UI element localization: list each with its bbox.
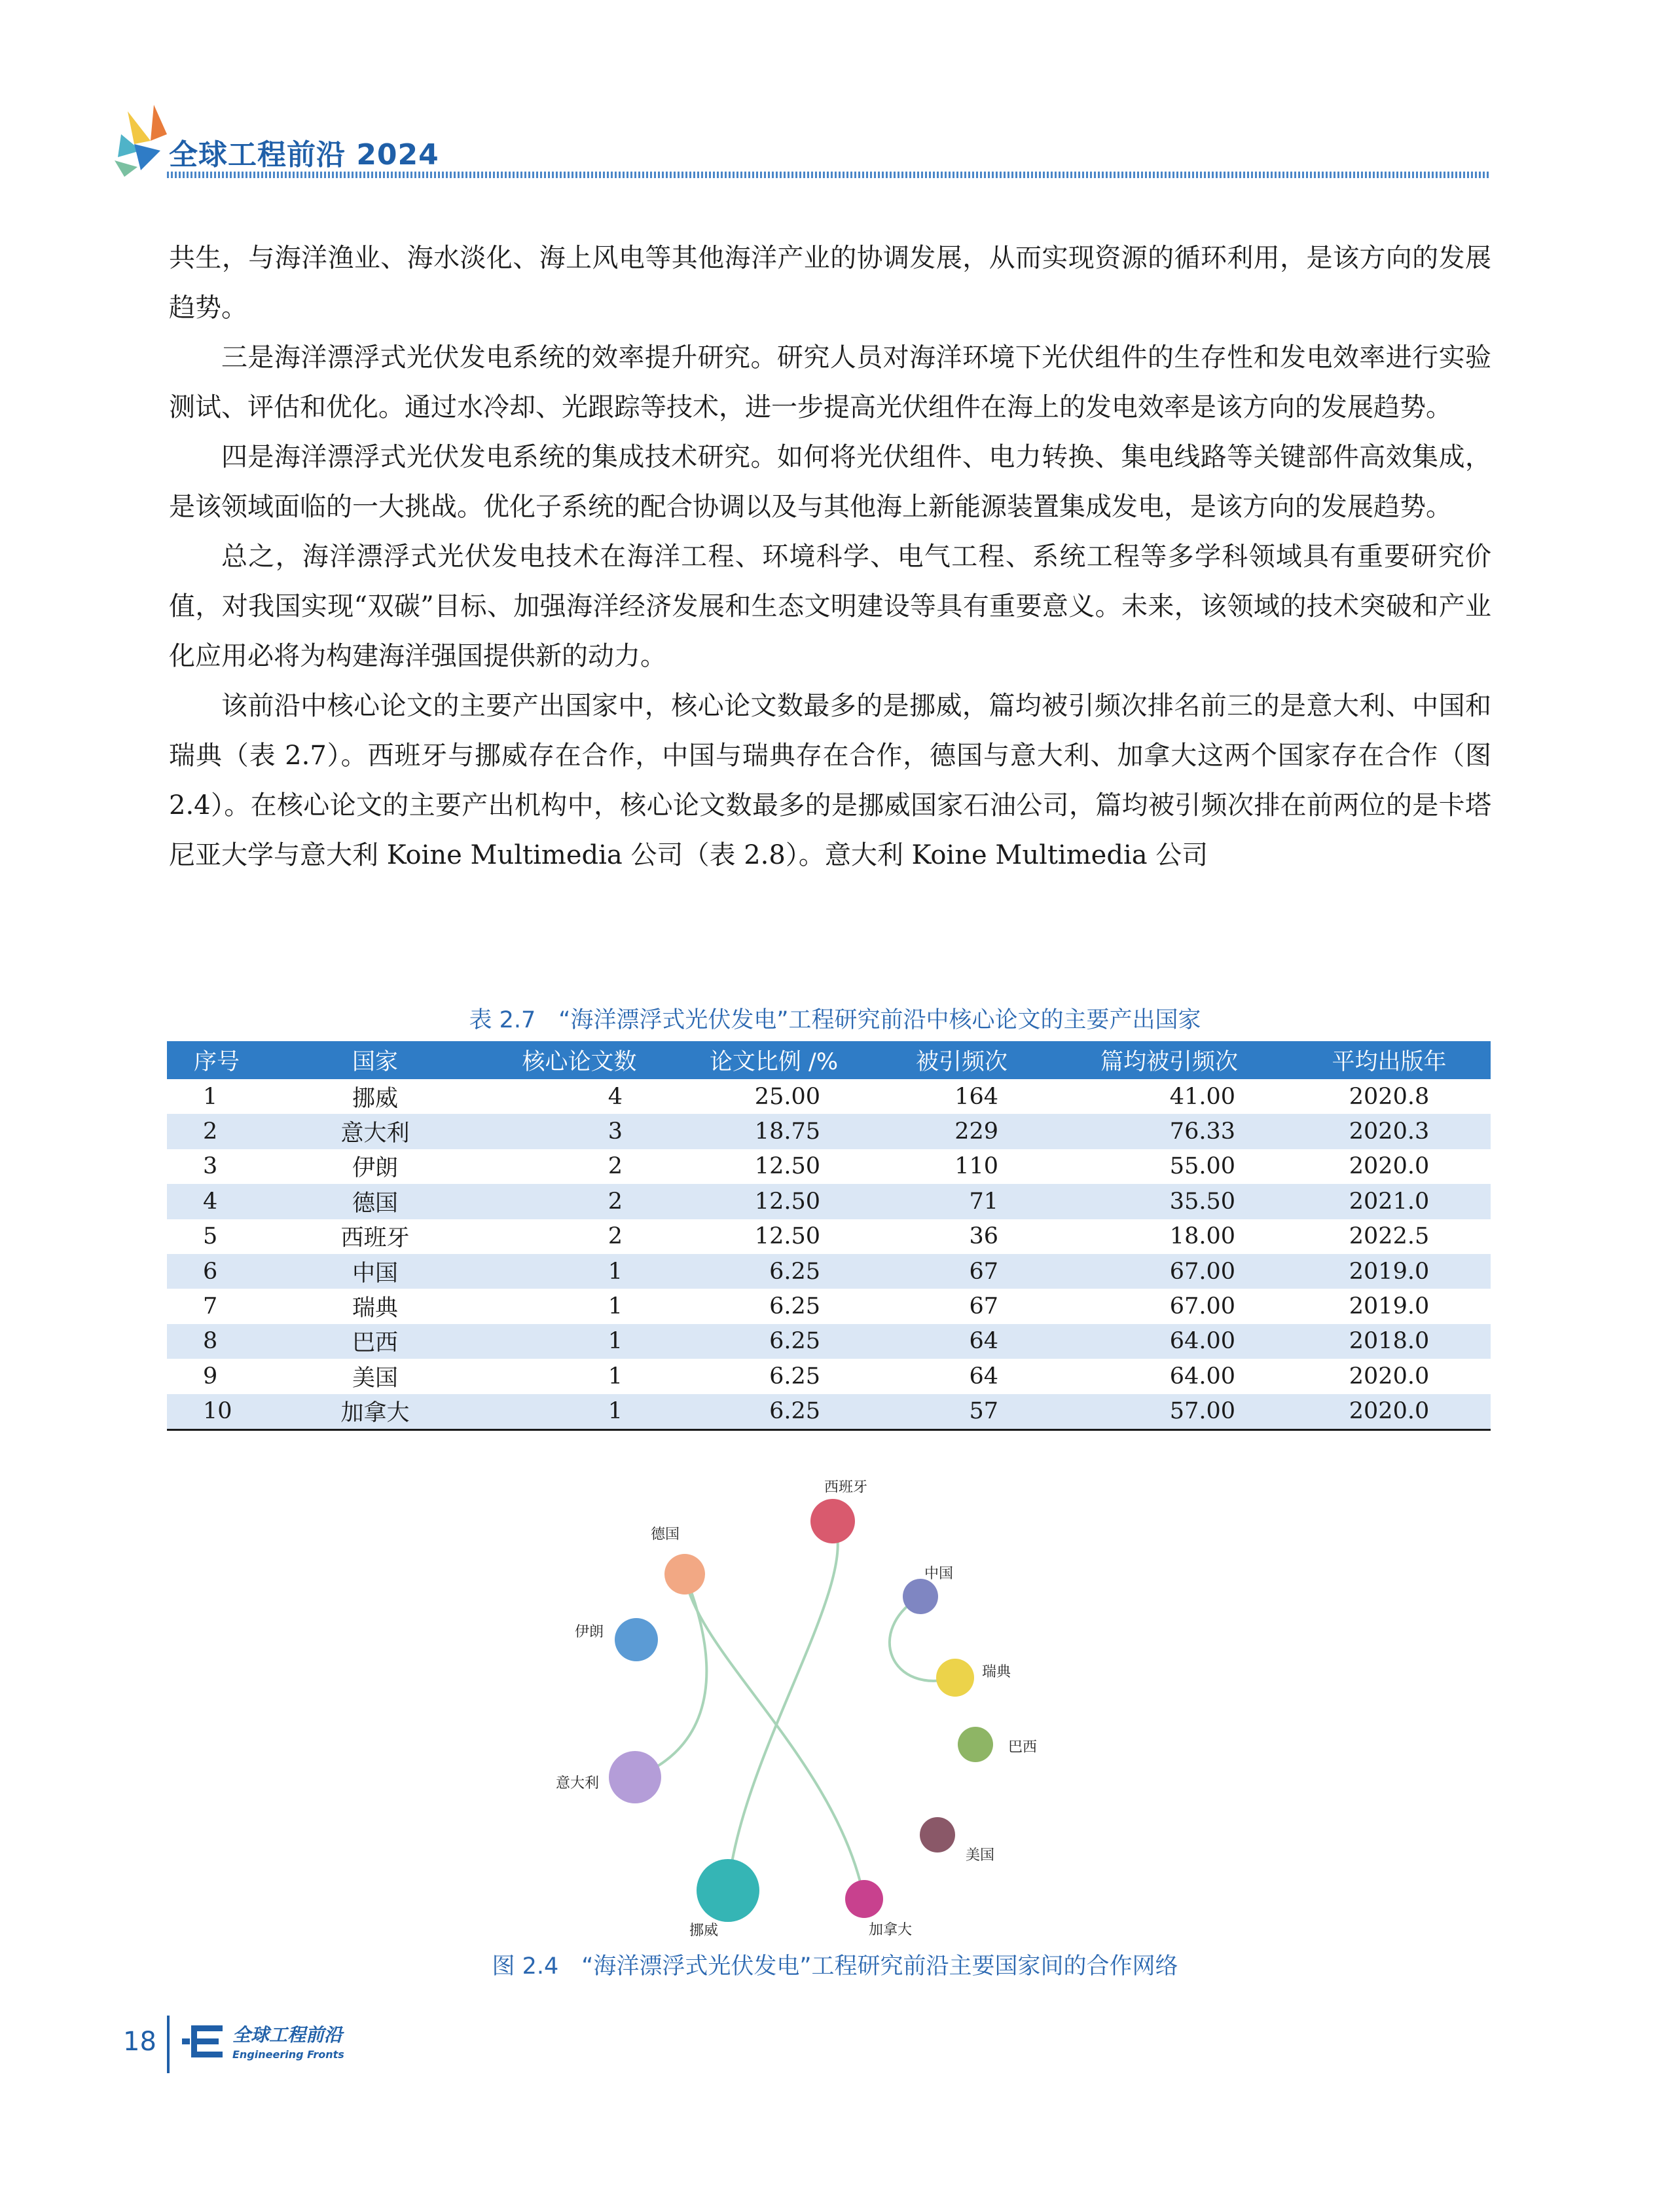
footer-brand-cn: 全球工程前沿 <box>232 2024 343 2046</box>
table-cell: 3 <box>203 1153 218 1180</box>
table-row <box>167 1219 1491 1254</box>
table-cell: 1 <box>484 1394 675 1430</box>
table-cell: 67.00 <box>1169 1293 1235 1320</box>
collaboration-network <box>498 1480 1152 1938</box>
table-row <box>167 1079 1491 1114</box>
network-node-italy <box>609 1751 661 1803</box>
page-number: 18 <box>123 2027 156 2057</box>
data-table <box>167 1041 1491 1431</box>
table-cell: 2 <box>167 1114 266 1149</box>
table-cell: 中国 <box>266 1254 484 1289</box>
table-cell: 2 <box>608 1153 623 1180</box>
network-node-label: 瑞典 <box>982 1664 1011 1680</box>
table-cell: 德国 <box>266 1184 484 1219</box>
network-node-label: 美国 <box>966 1847 995 1864</box>
footer-brand <box>232 2025 344 2065</box>
table-cell: 1 <box>484 1254 675 1289</box>
table-cell: 25.00 <box>754 1083 820 1110</box>
table-cell: 2020.0 <box>1349 1363 1430 1390</box>
network-node-label: 德国 <box>650 1526 680 1543</box>
table-cell: 2020.3 <box>1288 1114 1491 1149</box>
footer-logo-icon <box>182 2022 228 2061</box>
table-row <box>167 1149 1491 1184</box>
table-row <box>167 1359 1491 1393</box>
network-node-label: 巴西 <box>1008 1739 1038 1756</box>
table-cell: 64.00 <box>1051 1324 1288 1359</box>
table-row <box>167 1114 1491 1149</box>
footer-divider <box>167 2016 170 2073</box>
table-cell: 35.50 <box>1051 1184 1288 1219</box>
table-cell: 2021.0 <box>1288 1184 1491 1219</box>
network-node-label: 加拿大 <box>868 1922 913 1938</box>
table-cell: 西班牙 <box>340 1225 410 1252</box>
table-header-cell: 篇均被引频次 <box>1051 1041 1288 1079</box>
table-cell: 1 <box>203 1083 218 1110</box>
footer-brand-en: Engineering Fronts <box>232 2048 344 2061</box>
table-cell: 67 <box>969 1293 998 1320</box>
network-node-canada <box>845 1880 883 1918</box>
table-cell: 10 <box>167 1394 266 1430</box>
table-cell: 8 <box>167 1324 266 1359</box>
table-cell: 5 <box>203 1223 218 1250</box>
table-cell: 意大利 <box>266 1114 484 1149</box>
header-title: 全球工程前沿 2024 <box>169 138 439 172</box>
table-cell: 76.33 <box>1051 1114 1288 1149</box>
table-cell: 伊朗 <box>352 1155 398 1182</box>
table-cell: 6.25 <box>675 1394 873 1430</box>
table-cell: 挪威 <box>352 1085 398 1112</box>
table-cell: 3 <box>484 1114 675 1149</box>
table-cell: 2 <box>608 1223 623 1250</box>
table-cell: 4 <box>608 1083 623 1110</box>
table-header-row <box>167 1041 1491 1079</box>
table-row <box>167 1254 1491 1289</box>
table-caption: 表 2.7 “海洋漂浮式光伏发电”工程研究前沿中核心论文的主要产出国家 <box>469 1007 1201 1033</box>
network-node-label: 意大利 <box>555 1775 600 1792</box>
table-cell: 64.00 <box>1169 1363 1235 1390</box>
table-cell: 4 <box>167 1184 266 1219</box>
table-header-cell: 核心论文数 <box>484 1041 675 1079</box>
table-row <box>167 1289 1491 1323</box>
figure-caption: 图 2.4 “海洋漂浮式光伏发电”工程研究前沿主要国家间的合作网络 <box>492 1953 1178 1980</box>
paragraph: 四是海洋漂浮式光伏发电系统的集成技术研究。如何将光伏组件、电力转换、集电线路等关键部件高效集成，是该领域面临的一大挑战。优化子系统的配合协调以及与其他海上新能源装置集成发电，是该方向的发展趋势。 <box>169 442 1491 522</box>
table-cell: 67 <box>873 1254 1051 1289</box>
paragraph: 该前沿中核心论文的主要产出国家中，核心论文数最多的是挪威，篇均被引频次排名前三的是意大利、中国和瑞典（表 2.7）。西班牙与挪威存在合作，中国与瑞典存在合作，德国与意大利、加拿大这两个国家存在合作（图 2.4）。在核心论文的主要产出机构中，核心论文数最多的是挪威国家石油公司，篇均被引频次排在前两位的是卡塔尼亚大学与意大利 Koine Multimedia 公司（表 2.8）。意大利 Koine Multimedia 公司 <box>169 691 1491 870</box>
table-cell: 1 <box>608 1363 623 1390</box>
paragraph: 共生，与海洋渔业、海水淡化、海上风电等其他海洋产业的协调发展，从而实现资源的循环利用，是该方向的发展趋势。 <box>169 243 1491 323</box>
network-node-sweden <box>936 1659 974 1697</box>
table-header-cell: 国家 <box>266 1041 484 1079</box>
table-cell: 12.50 <box>754 1223 820 1250</box>
table-cell: 瑞典 <box>352 1295 398 1322</box>
table-header-cell: 论文比例 /% <box>675 1041 873 1079</box>
table-row <box>167 1184 1491 1219</box>
table-cell: 2020.0 <box>1288 1394 1491 1430</box>
network-node-label: 西班牙 <box>824 1480 868 1496</box>
network-node-spain <box>810 1499 855 1543</box>
table-cell: 67.00 <box>1051 1254 1288 1289</box>
table-row <box>167 1324 1491 1359</box>
table-cell: 2018.0 <box>1288 1324 1491 1359</box>
table-cell: 71 <box>873 1184 1051 1219</box>
table-cell: 57 <box>873 1394 1051 1430</box>
table-cell: 6.25 <box>769 1293 820 1320</box>
table-cell: 2 <box>484 1184 675 1219</box>
table-cell: 加拿大 <box>266 1394 484 1430</box>
table-cell: 2022.5 <box>1349 1223 1430 1250</box>
network-node-china <box>903 1579 938 1614</box>
table-cell: 6.25 <box>769 1363 820 1390</box>
header-rule <box>167 172 1489 178</box>
table-cell: 6.25 <box>675 1254 873 1289</box>
table-cell: 6 <box>167 1254 266 1289</box>
table-header-cell: 平均出版年 <box>1288 1041 1491 1079</box>
network-node-usa <box>920 1817 955 1853</box>
network-nodes <box>556 1480 1037 1938</box>
table-cell: 2019.0 <box>1349 1293 1430 1320</box>
paragraph: 总之，海洋漂浮式光伏发电技术在海洋工程、环境科学、电气工程、系统工程等多学科领域具有重要研究价值，对我国实现“双碳”目标、加强海洋经济发展和生态文明建设等具有重要意义。未来，该领域的技术突破和产业化应用必将为构建海洋强国提供新的动力。 <box>169 542 1491 671</box>
table-cell: 1 <box>608 1293 623 1320</box>
network-node-label: 伊朗 <box>574 1624 604 1640</box>
table-cell: 229 <box>873 1114 1051 1149</box>
table-cell: 2020.8 <box>1349 1083 1430 1110</box>
network-node-iran <box>615 1618 658 1661</box>
table-cell: 2020.0 <box>1349 1153 1430 1180</box>
table-cell: 55.00 <box>1169 1153 1235 1180</box>
network-link-germany-canada <box>685 1574 864 1899</box>
table-cell: 1 <box>484 1324 675 1359</box>
table-cell: 9 <box>203 1363 218 1390</box>
table-cell: 36 <box>969 1223 998 1250</box>
table-cell: 110 <box>954 1153 998 1180</box>
table-cell: 64 <box>873 1324 1051 1359</box>
table-cell: 164 <box>954 1083 998 1110</box>
network-link-germany-italy <box>635 1574 706 1777</box>
table-cell: 7 <box>203 1293 218 1320</box>
network-node-label: 中国 <box>924 1566 954 1582</box>
paragraph: 三是海洋漂浮式光伏发电系统的效率提升研究。研究人员对海洋环境下光伏组件的生存性和发电效率进行实验测试、评估和优化。通过水冷却、光跟踪等技术，进一步提高光伏组件在海上的发电效率是该方向的发展趋势。 <box>169 342 1491 422</box>
table-body <box>167 1079 1491 1429</box>
table-cell: 6.25 <box>675 1324 873 1359</box>
table-cell: 57.00 <box>1051 1394 1288 1430</box>
table-cell: 18.00 <box>1169 1223 1235 1250</box>
table-cell: 2019.0 <box>1288 1254 1491 1289</box>
network-node-brazil <box>958 1727 993 1762</box>
table-cell: 12.50 <box>754 1153 820 1180</box>
body-text <box>169 233 1491 880</box>
network-link-spain-norway <box>728 1521 838 1890</box>
network-node-norway <box>697 1859 759 1922</box>
table-cell: 美国 <box>352 1365 398 1392</box>
table-cell: 41.00 <box>1169 1083 1235 1110</box>
table-cell: 18.75 <box>675 1114 873 1149</box>
table-cell: 12.50 <box>675 1184 873 1219</box>
table-cell: 巴西 <box>266 1324 484 1359</box>
network-node-label: 挪威 <box>689 1923 719 1938</box>
table-header-cell: 被引频次 <box>873 1041 1051 1079</box>
table-row <box>167 1394 1491 1430</box>
table-cell: 64 <box>969 1363 998 1390</box>
table-header-cell: 序号 <box>167 1041 266 1079</box>
network-node-germany <box>664 1554 705 1594</box>
